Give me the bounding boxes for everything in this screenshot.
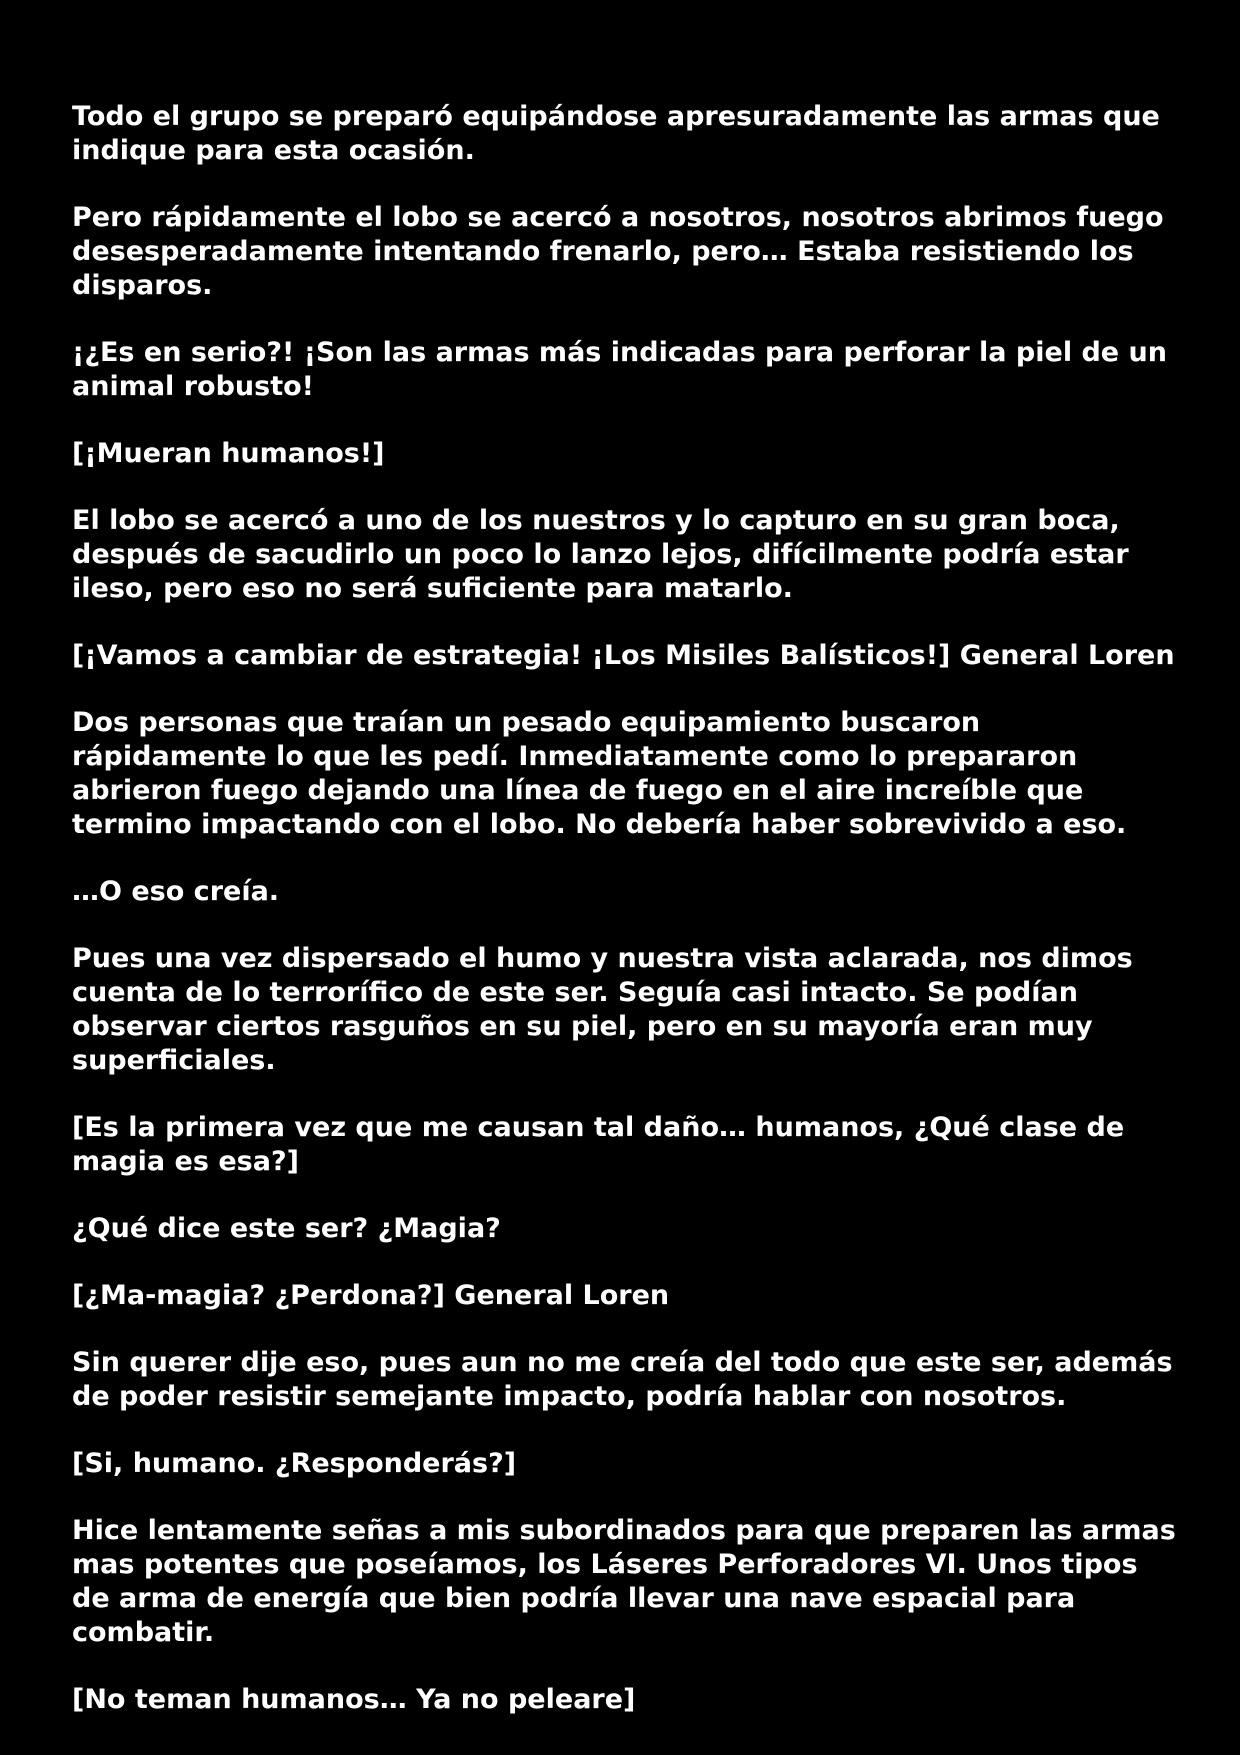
dialogue-line: [¡Vamos a cambiar de estrategia! ¡Los Misiles Balísticos!] General Loren (72, 640, 1175, 671)
dialogue-line: [Si, humano. ¿Responderás?] (72, 1448, 517, 1479)
paragraph: Sin querer dije eso, pues aun no me creía del todo que este ser, además de poder resistir semejante impacto, podría hablar con nosotros. (72, 1347, 1173, 1412)
paragraph: Hice lentamente señas a mis subordinados para que preparen las armas mas potentes que poseíamos, los Láseres Perforadores VI. Unos tipos de arma de energía que bien podría llevar una nave espacial para combatir. (72, 1515, 1176, 1648)
paragraph: Pues una vez dispersado el humo y nuestra vista aclarada, nos dimos cuenta de lo terrorífico de este ser. Seguía casi intacto. Se podían observar ciertos rasguños en su piel, pero en su mayoría eran muy superficiales. (72, 943, 1133, 1076)
paragraph: El lobo se acercó a uno de los nuestros y lo capturo en su gran boca, después de sacudirlo un poco lo lanzo lejos, difícilmente podría estar ileso, pero eso no será suficiente para matarlo. (72, 505, 1129, 604)
dialogue-line: [¿Ma-magia? ¿Perdona?] General Loren (72, 1280, 670, 1311)
paragraph: Dos personas que traían un pesado equipamiento buscaron rápidamente lo que les pedí. Inmediatamente como lo prepararon abrieron fuego dejando una línea de fuego en el aire increíble que termino impactando con el lobo. No debería haber sobrevivido a eso. (72, 707, 1127, 840)
dialogue-line: [Es la primera vez que me causan tal daño… humanos, ¿Qué clase de magia es esa?] (72, 1112, 1125, 1177)
paragraph: ¿Qué dice este ser? ¿Magia? (72, 1213, 501, 1244)
paragraph: Todo el grupo se preparó equipándose apresuradamente las armas que indique para esta ocasión. (72, 101, 1160, 166)
paragraph: …O eso creía. (72, 876, 280, 907)
dialogue-line: [No teman humanos… Ya no peleare] (72, 1684, 636, 1715)
paragraph: Pero rápidamente el lobo se acercó a nosotros, nosotros abrimos fuego desesperadamente intentando frenarlo, pero… Estaba resistiendo los disparos. (72, 202, 1164, 301)
document-body (72, 100, 1182, 1750)
dialogue-line: [¡Mueran humanos!] (72, 438, 385, 469)
paragraph: ¡¿Es en serio?! ¡Son las armas más indicadas para perforar la piel de un animal robusto! (72, 337, 1167, 402)
